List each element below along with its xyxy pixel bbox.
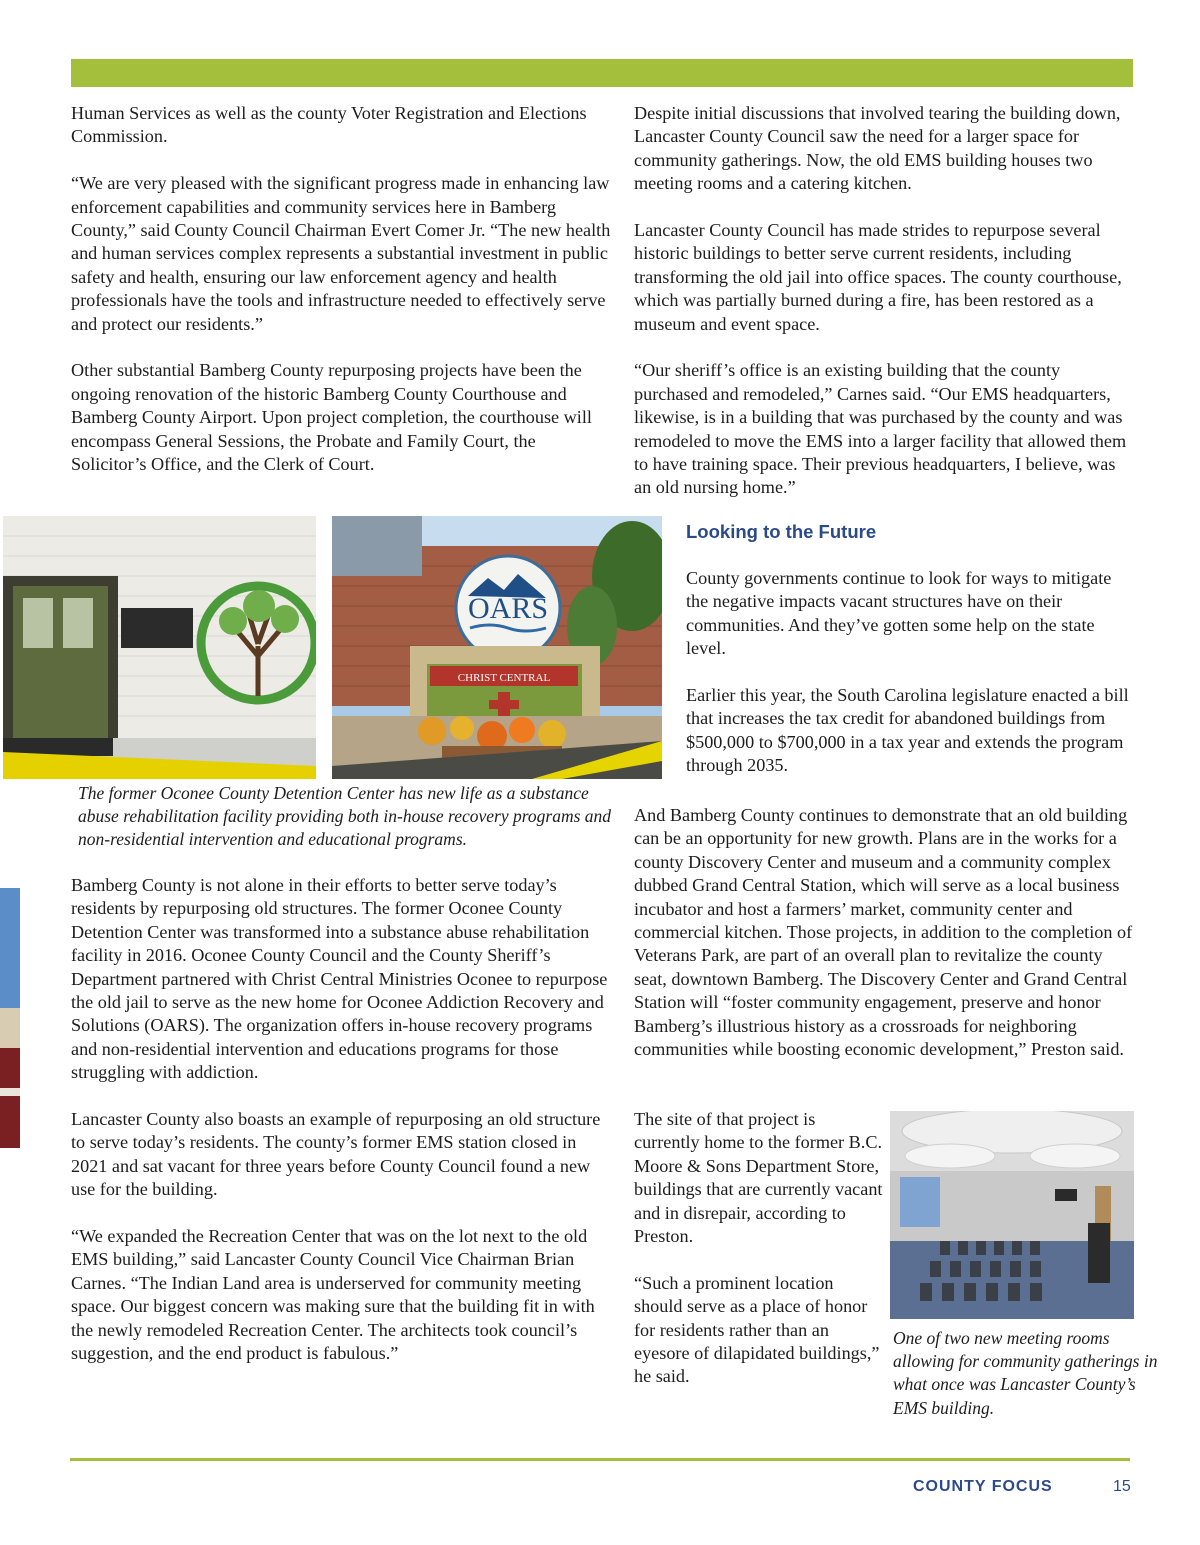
christ-central-text: CHRIST CENTRAL	[457, 672, 551, 684]
paragraph: “We are very pleased with the significant progress made in enhancing law enforcement capabilities and community services here in Bamberg County,” said County Council Chairman Evert Comer Jr. “The new health and human services complex represents a substantial investment in public safety and health, ensuring our law enforcement agency and health professionals have the tools and infrastructure needed to effectively serve and protect our residents.”	[71, 173, 611, 334]
photo-caption-oars: The former Oconee County Detention Center has new life as a substance abuse rehabilitation facility providing both in-house recovery programs and non-residential intervention and educational programs.	[78, 783, 612, 850]
right-column-middle	[634, 804, 1134, 1085]
left-column-top	[71, 102, 611, 500]
publication-title: COUNTY FOCUS	[913, 1478, 1053, 1495]
paragraph: Despite initial discussions that involved tearing the building down, Lancaster County Council saw the need for a larger space for community gatherings. Now, the old EMS building houses two meeting rooms and a catering kitchen.	[634, 103, 1121, 194]
paragraph: Other substantial Bamberg County repurposing projects have been the ongoing renovation of the historic Bamberg County Courthouse and Bamberg County Airport. Upon project completion, the courthouse will encompass General Sessions, the Probate and Family Court, the Solicitor’s Office, and the Clerk of Court.	[71, 360, 592, 475]
paragraph: And Bamberg County continues to demonstrate that an old building can be an opportunity for new growth. Plans are in the works for a county Discovery Center and museum and a community complex dubbed Grand Central Station, which will serve as a local business incubator and host a farmers’ market, community center and commercial kitchen. Those projects, in addition to the completion of Veterans Park, are part of an overall plan to revitalize the county seat, downtown Bamberg. The Discovery Center and Grand Central Station will “foster community engagement, preserve and honor Bamberg’s illustrious history as a crossroads for neighboring communities while boosting economic development,” Preston said.	[634, 805, 1133, 1060]
oars-sign-text: OARS	[467, 592, 549, 625]
section-heading: Looking to the Future	[686, 521, 877, 542]
photo-oars-sign	[332, 516, 662, 779]
photo-caption-meeting-room: One of two new meeting rooms allowing for community gatherings in what once was Lancaster County’s EMS building.	[893, 1328, 1158, 1418]
photo-oars-entrance	[3, 516, 316, 779]
paragraph: Earlier this year, the South Carolina legislature enacted a bill that increases the tax credit for abandoned buildings from $500,000 to $700,000 in a tax year and extends the program through 2035.	[686, 685, 1129, 776]
paragraph: Bamberg County is not alone in their efforts to better serve today’s residents by repurposing old structures. The former Oconee County Detention Center was transformed into a substance abuse rehabilitation facility in 2016. Oconee County Council and the County Sheriff’s Department partnered with Christ Central Ministries Oconee to repurpose the old jail to serve as the new home for Oconee Addiction Recovery and Solutions (OARS). The organization offers in-house recovery programs and non-residential intervention and educations programs for those struggling with addiction.	[71, 875, 608, 1083]
page-number: 15	[1113, 1478, 1131, 1495]
photo-oars-entrance-image	[3, 516, 316, 779]
top-accent-bar	[71, 59, 1133, 87]
right-column-top	[634, 102, 1134, 523]
photo-meeting-room-image	[890, 1111, 1134, 1319]
paragraph: “Our sheriff’s office is an existing building that the county purchased and remodeled,” Carnes said. “Our EMS headquarters, likewise, is in a building that was purchased by the county and was remodeled to move the EMS into a larger facility that allowed them to have training space. Their previous headquarters, I believe, was an old nursing home.”	[634, 360, 1127, 498]
photo-edge-partial-image	[0, 888, 20, 1148]
footer-rule	[70, 1458, 1130, 1461]
paragraph: “Such a prominent location should serve as a place of honor for residents rather than an eyesore of dilapidated buildings,” he said.	[634, 1272, 880, 1387]
right-column-narrow	[634, 1108, 884, 1412]
photo-edge-partial	[0, 888, 20, 1148]
paragraph: Lancaster County Council has made strides to repurpose several historic buildings to better serve current residents, including transforming the old jail into office spaces. The county courthouse, which was partially burned during a fire, has been restored as a museum and event space.	[634, 220, 1122, 334]
paragraph: “We expanded the Recreation Center that was on the lot next to the old EMS building,” said Lancaster County Council Vice Chairman Brian Carnes. “The Indian Land area is underserved for community meeting space. Our biggest concern was making sure that the building fit in with the newly remodeled Recreation Center. The architects took council’s suggestion, and the end product is fabulous.”	[71, 1226, 595, 1364]
future-section	[686, 520, 1136, 801]
paragraph: The site of that project is currently home to the former B.C. Moore & Sons Department Store, buildings that are currently vacant and in disrepair, according to Preston.	[634, 1109, 883, 1247]
photo-oars-sign-image	[332, 516, 662, 779]
photo-meeting-room	[890, 1111, 1134, 1319]
paragraph: Lancaster County also boasts an example of repurposing an old structure to serve today’s residents. The county’s former EMS station closed in 2021 and sat vacant for three years before County Council found a new use for the building.	[71, 1109, 601, 1200]
left-column-bottom	[71, 874, 611, 1389]
paragraph: County governments continue to look for ways to mitigate the negative impacts vacant structures have on their communities. And they’ve gotten some help on the state level.	[686, 568, 1112, 659]
paragraph: Human Services as well as the county Voter Registration and Elections Commission.	[71, 103, 587, 147]
